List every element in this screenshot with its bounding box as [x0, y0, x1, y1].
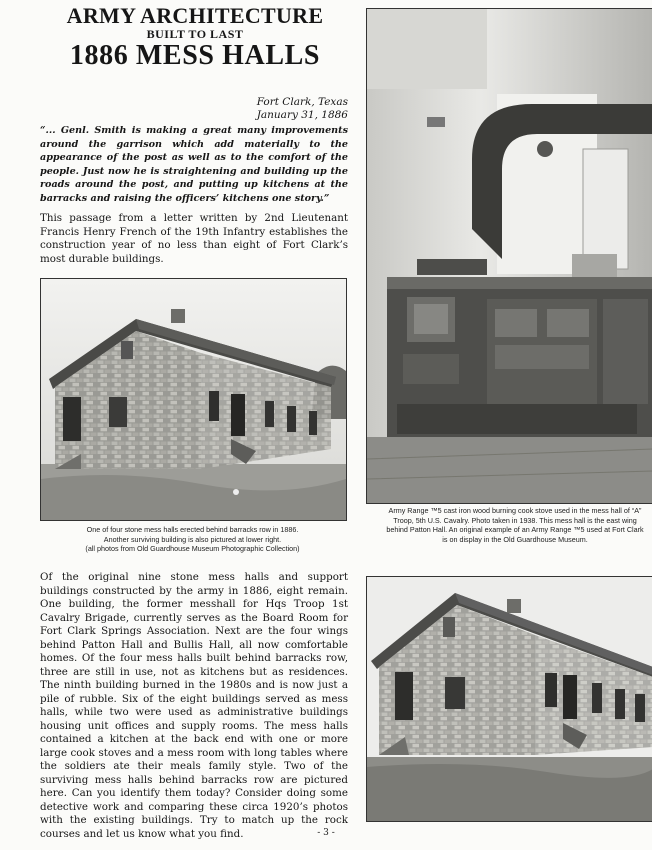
photo1-caption — [40, 525, 345, 554]
photo1-caption-line3: (all photos from Old Guardhouse Museum Photographic Collection) — [85, 544, 300, 554]
photo-mess-hall-second — [366, 576, 652, 822]
letter-quote: “... Genl. Smith is making a great many improvements around the garrison which add materially to the appearance of the post as well as to the comfort of the people. Just now he is straightening and building up the roads around the post, and putting up kitchens at the barracks and raising the officers’ kitchens one story.” — [40, 125, 348, 204]
headline-built-to-last: BUILT TO LAST — [146, 27, 244, 41]
dateline-date: January 31, 1886 — [256, 109, 348, 121]
photo-army-range-stove — [366, 8, 652, 504]
headline-army-architecture: ARMY ARCHITECTURE — [66, 3, 324, 28]
photo1-caption-line1: One of four stone mess halls erected behind barracks row in 1886. — [86, 525, 299, 534]
page-number: - 3 - — [317, 828, 335, 838]
dateline — [257, 96, 348, 122]
body-paragraph: Of the original nine stone mess halls and support buildings constructed by the army in 1886, eight remain. One building, the former messhall for Hqs Troop 1st Cavalry Brigade, currently serves as the Board Room for Fort Clark Springs Association. Next are the four wings behind Patton Hall and Bullis Hall, all now comfortable homes. Of the four mess halls built behind barracks row, three are still in use, not as kitchens but as residences. The ninth building burned in the 1980s and is now just a pile of rubble. Six of the eight buildings served as mess halls, while two were used as administrative buildings housing unit offices and supply rooms. The mess halls contained a kitchen at the back end with one or more large cook stoves and a mess room with long tables where the soldiers ate their meals family style. Two of the surviving mess halls behind barracks row are pictured here. Can you identify them today? Consider doing some detective work and comparing these circa 1920’s photos with the existing buildings. Try to match up the rock courses and let us know what you find. — [40, 571, 348, 840]
photo2-caption: Army Range ™5 cast iron wood burning cook stove used in the mess hall of “A” Troop, 5th U.S. Cavalry. Photo taken in 1938. This mess hall is the east wing behind Patton Hall. An original example of an Army Range ™5 used at Fort Clark is on display in the Old Guardhouse Museum. — [386, 506, 644, 544]
photo1-caption-line2: Another surviving building is also pictured at lower right. — [103, 534, 282, 544]
dateline-place: Fort Clark, Texas — [256, 96, 348, 108]
headline-mess-halls: 1886 MESS HALLS — [69, 40, 321, 71]
intro-paragraph: This passage from a letter written by 2nd Lieutenant Francis Henry French of the 19th Infantry establishes the construction year of no less than eight of Fort Clark’s most durable buildings. — [40, 212, 348, 265]
photo-mess-hall-1886 — [40, 278, 347, 521]
